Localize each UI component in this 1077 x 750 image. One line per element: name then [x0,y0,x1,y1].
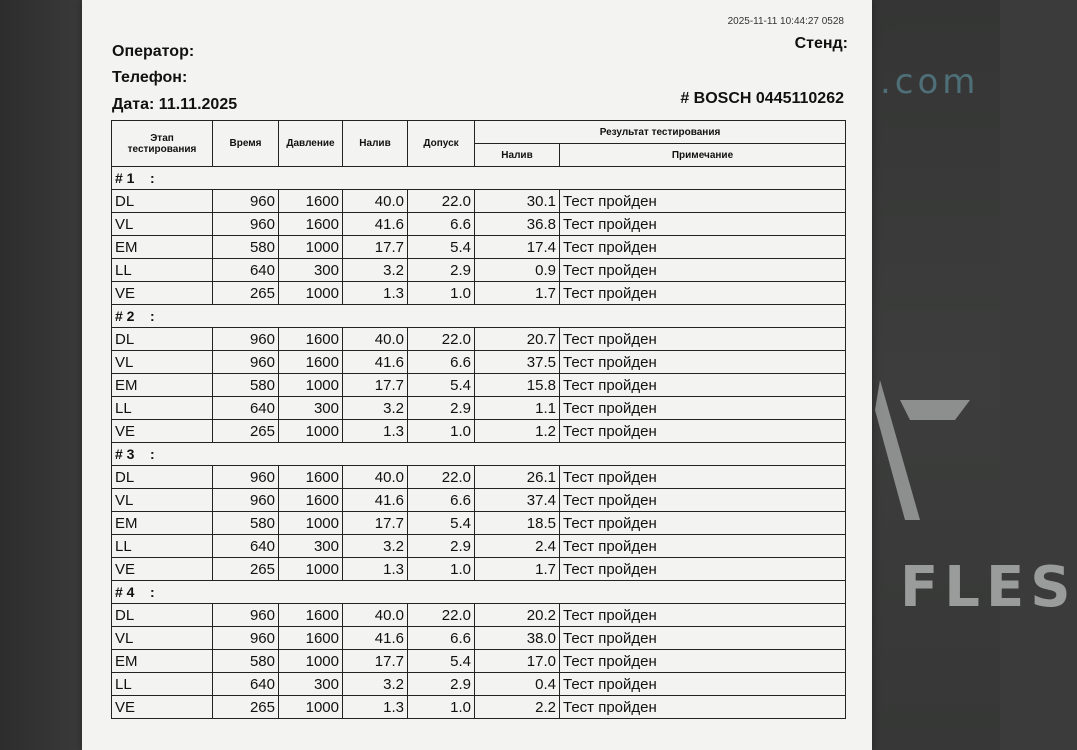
header-result-note: Примечание [560,144,846,167]
result-fill-cell: 36.8 [475,213,560,236]
tolerance-cell: 5.4 [408,236,475,259]
time-cell: 960 [213,604,279,627]
time-cell: 580 [213,650,279,673]
group-label: # 3 : [112,443,846,466]
pressure-cell: 1600 [279,328,343,351]
result-fill-cell: 1.7 [475,282,560,305]
pressure-cell: 300 [279,259,343,282]
pressure-cell: 1000 [279,696,343,719]
pressure-cell: 1600 [279,489,343,512]
time-cell: 265 [213,420,279,443]
pressure-cell: 300 [279,673,343,696]
tolerance-cell: 2.9 [408,397,475,420]
header-fill: Налив [343,121,408,167]
stage-cell: VE [112,282,213,305]
test-report-sheet [82,0,872,750]
pressure-cell: 1000 [279,558,343,581]
tolerance-cell: 5.4 [408,650,475,673]
table-row [112,351,846,374]
result-fill-cell: 2.2 [475,696,560,719]
time-cell: 960 [213,351,279,374]
group-label: # 4 : [112,581,846,604]
stage-cell: VE [112,696,213,719]
table-row [112,696,846,719]
result-fill-cell: 37.4 [475,489,560,512]
stage-cell: EM [112,650,213,673]
fill-cell: 41.6 [343,627,408,650]
table-row [112,627,846,650]
table-row [112,282,846,305]
tolerance-cell: 2.9 [408,259,475,282]
stage-cell: VL [112,489,213,512]
operator-label: Оператор: [112,43,195,60]
stage-cell: VE [112,420,213,443]
result-fill-cell: 2.4 [475,535,560,558]
tolerance-cell: 22.0 [408,466,475,489]
background-text-fles: FLES [900,555,1077,620]
result-fill-cell: 38.0 [475,627,560,650]
result-fill-cell: 17.0 [475,650,560,673]
time-cell: 580 [213,374,279,397]
pressure-cell: 1000 [279,374,343,397]
result-note-cell: Тест пройден [560,558,846,581]
tolerance-cell: 1.0 [408,558,475,581]
stage-cell: EM [112,512,213,535]
table-row [112,397,846,420]
stage-cell: LL [112,397,213,420]
table-row [112,420,846,443]
stage-cell: LL [112,673,213,696]
group-row [112,167,846,190]
result-fill-cell: 26.1 [475,466,560,489]
fill-cell: 40.0 [343,190,408,213]
tolerance-cell: 2.9 [408,535,475,558]
table-row [112,512,846,535]
header-tolerance: Допуск [408,121,475,167]
result-note-cell: Тест пройден [560,351,846,374]
tolerance-cell: 1.0 [408,420,475,443]
fill-cell: 17.7 [343,236,408,259]
time-cell: 265 [213,696,279,719]
fill-cell: 3.2 [343,673,408,696]
result-note-cell: Тест пройден [560,696,846,719]
fill-cell: 17.7 [343,374,408,397]
fill-cell: 1.3 [343,696,408,719]
pressure-cell: 1600 [279,351,343,374]
fill-cell: 3.2 [343,259,408,282]
group-label: # 1 : [112,167,846,190]
stage-cell: VL [112,213,213,236]
tolerance-cell: 6.6 [408,213,475,236]
background-logo-icon [860,370,980,530]
tolerance-cell: 6.6 [408,351,475,374]
time-cell: 960 [213,190,279,213]
tolerance-cell: 2.9 [408,673,475,696]
stage-cell: EM [112,374,213,397]
result-fill-cell: 37.5 [475,351,560,374]
pressure-cell: 1600 [279,213,343,236]
table-row [112,535,846,558]
time-cell: 960 [213,213,279,236]
fill-cell: 40.0 [343,604,408,627]
result-note-cell: Тест пройден [560,627,846,650]
result-fill-cell: 1.7 [475,558,560,581]
time-cell: 265 [213,558,279,581]
time-cell: 640 [213,397,279,420]
fill-cell: 17.7 [343,512,408,535]
time-cell: 580 [213,512,279,535]
table-row [112,190,846,213]
tolerance-cell: 6.6 [408,627,475,650]
fill-cell: 1.3 [343,558,408,581]
injector-model: # BOSCH 0445110262 [680,90,844,107]
pressure-cell: 1600 [279,604,343,627]
pressure-cell: 1600 [279,190,343,213]
result-fill-cell: 15.8 [475,374,560,397]
result-note-cell: Тест пройден [560,650,846,673]
result-fill-cell: 1.2 [475,420,560,443]
time-cell: 960 [213,466,279,489]
fill-cell: 17.7 [343,650,408,673]
header-stage: Этап тестирования [112,121,213,167]
fill-cell: 1.3 [343,282,408,305]
table-row [112,604,846,627]
background-text-com: .com [880,62,980,102]
time-cell: 580 [213,236,279,259]
table-row [112,673,846,696]
stage-cell: VL [112,627,213,650]
tolerance-cell: 6.6 [408,489,475,512]
table-row [112,328,846,351]
time-cell: 640 [213,535,279,558]
table-row [112,650,846,673]
header-pressure: Давление [279,121,343,167]
tolerance-cell: 22.0 [408,190,475,213]
tolerance-cell: 22.0 [408,328,475,351]
table-row [112,374,846,397]
result-note-cell: Тест пройден [560,512,846,535]
stage-cell: DL [112,190,213,213]
result-note-cell: Тест пройден [560,535,846,558]
stage-cell: DL [112,466,213,489]
stage-cell: EM [112,236,213,259]
result-fill-cell: 20.2 [475,604,560,627]
result-note-cell: Тест пройден [560,236,846,259]
tolerance-cell: 1.0 [408,282,475,305]
stage-cell: LL [112,535,213,558]
header-time: Время [213,121,279,167]
result-note-cell: Тест пройден [560,489,846,512]
fill-cell: 40.0 [343,328,408,351]
stage-cell: DL [112,604,213,627]
time-cell: 960 [213,328,279,351]
pressure-cell: 300 [279,535,343,558]
result-note-cell: Тест пройден [560,420,846,443]
pressure-cell: 300 [279,397,343,420]
result-note-cell: Тест пройден [560,604,846,627]
stage-cell: VL [112,351,213,374]
result-note-cell: Тест пройден [560,466,846,489]
result-note-cell: Тест пройден [560,397,846,420]
header-result-fill: Налив [475,144,560,167]
table-row [112,259,846,282]
pressure-cell: 1000 [279,512,343,535]
result-note-cell: Тест пройден [560,190,846,213]
header-result-group: Результат тестирования [475,121,846,144]
results-table [111,120,846,719]
group-row [112,305,846,328]
result-fill-cell: 1.1 [475,397,560,420]
result-note-cell: Тест пройден [560,213,846,236]
group-label: # 2 : [112,305,846,328]
pressure-cell: 1000 [279,420,343,443]
time-cell: 265 [213,282,279,305]
result-note-cell: Тест пройден [560,374,846,397]
stage-cell: DL [112,328,213,351]
date-label: Дата: 11.11.2025 [112,96,238,113]
table-row [112,213,846,236]
time-cell: 640 [213,259,279,282]
fill-cell: 40.0 [343,466,408,489]
result-note-cell: Тест пройден [560,259,846,282]
table-row [112,236,846,259]
tolerance-cell: 5.4 [408,512,475,535]
result-fill-cell: 18.5 [475,512,560,535]
fill-cell: 41.6 [343,351,408,374]
pressure-cell: 1600 [279,466,343,489]
tolerance-cell: 1.0 [408,696,475,719]
stage-cell: LL [112,259,213,282]
phone-label: Телефон: [112,69,188,86]
pressure-cell: 1000 [279,236,343,259]
result-fill-cell: 20.7 [475,328,560,351]
time-cell: 960 [213,627,279,650]
tolerance-cell: 5.4 [408,374,475,397]
result-fill-cell: 0.4 [475,673,560,696]
print-timestamp: 2025-11-11 10:44:27 0528 [727,16,844,27]
result-fill-cell: 30.1 [475,190,560,213]
pressure-cell: 1000 [279,650,343,673]
stage-cell: VE [112,558,213,581]
fill-cell: 41.6 [343,213,408,236]
stand-label: Стенд: [794,35,848,52]
table-row [112,466,846,489]
tolerance-cell: 22.0 [408,604,475,627]
table-row [112,489,846,512]
background-left [0,0,95,750]
time-cell: 960 [213,489,279,512]
result-note-cell: Тест пройден [560,282,846,305]
result-fill-cell: 0.9 [475,259,560,282]
fill-cell: 41.6 [343,489,408,512]
group-row [112,581,846,604]
group-row [112,443,846,466]
fill-cell: 1.3 [343,420,408,443]
result-note-cell: Тест пройден [560,673,846,696]
table-row [112,558,846,581]
pressure-cell: 1600 [279,627,343,650]
time-cell: 640 [213,673,279,696]
fill-cell: 3.2 [343,535,408,558]
result-note-cell: Тест пройден [560,328,846,351]
pressure-cell: 1000 [279,282,343,305]
result-fill-cell: 17.4 [475,236,560,259]
fill-cell: 3.2 [343,397,408,420]
